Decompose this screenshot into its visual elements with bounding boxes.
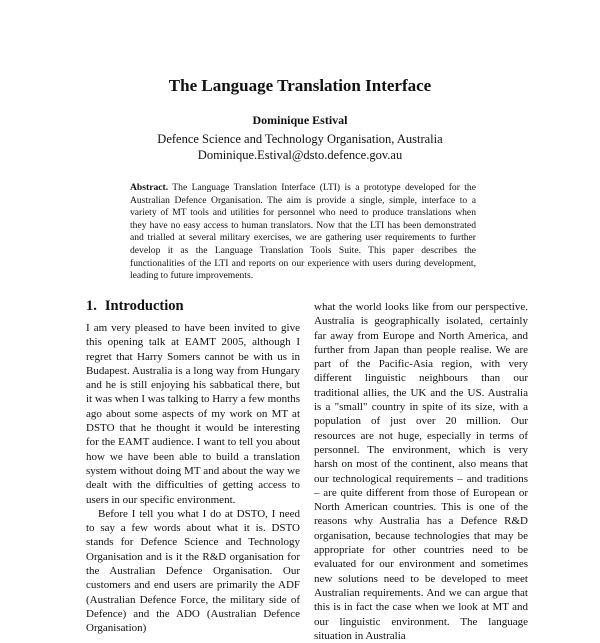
section-title: Introduction [104, 298, 184, 314]
author-affiliation-block [0, 131, 600, 163]
abstract-label: Abstract. [130, 182, 169, 193]
paragraph: Before I tell you what I do at DSTO, I need to say a few words about what it is. DSTO stands for Defence Science and Technology Organisation and is it the R&D organisation for the Australian Defence Organisation. Our customers and end users are primarily the ADF (Australian Defence Force, the military side of Defence) and the ADO (Australian Defence Organisation) [86, 507, 300, 635]
paper-title: The Language Translation Interface [168, 76, 432, 95]
paragraph: I am very pleased to have been invited to give this opening talk at EAMT 2005, although I regret that Harry Somers cannot be with us in Budapest. Australia is a long way from Hungary and he is still enjoying his sabbatical there, but it was when I was talking to Harry a few months ago about some aspects of my work on MT at DSTO that he thought it would be interesting for the EAMT audience. I want to tell you about how we have been able to build a translation system without doing MT and about the way we dealt with the difficulties of getting access to users in our specific environment. [86, 322, 300, 506]
abstract [130, 182, 476, 283]
author-name: Dominique Estival [252, 113, 348, 127]
section-number: 1. [86, 298, 97, 314]
abstract-text: The Language Translation Interface (LTI) is a prototype developed for the Australian Defence Organisation. The aim is provide a single, simple, interface to a variety of MT tools and utilities for personnel who need to produce translations when they have no easy access to human translators. Now that the LTI has been demonstrated and trialled at several military exercises, we are gathering user requirements to further develop it as the Language Translation Tools Suite. This paper describes the functionalities of the LTI and reports on our experience with users during development, leading to future improvements. [130, 182, 476, 282]
author-email: Dominique.Estival@dsto.defence.gov.au [197, 148, 403, 162]
affiliation: Defence Science and Technology Organisation, Australia [157, 132, 443, 146]
paragraph: what the world looks like from our perspective. Australia is geographically isolated, certainly far away from Europe and North America, and further from Japan than people realise. We are part of the Pacific-Asia region, with very different linguistic neighbours than our traditional allies, the UK and the US. Australia is a "small" country in spite of its size, with a population of just over 20 million. Our resources are not huge, especially in terms of personnel. The environment, which is very harsh on most of the continent, also means that our technological requirements – and traditions – are quite different from those of European or North American countries. This is one of the reasons why Australia has a Defence R&D organisation, because technologies that may be appropriate for other countries need to be evaluated for our environment and sometimes new solutions need to be developed to meet Australian requirements. And we can argue that this is in fact the case when we look at MT and our linguistic environment. The language situation in Australia [314, 301, 528, 642]
section-heading [86, 298, 192, 315]
right-column [314, 300, 528, 643]
left-column [86, 321, 300, 636]
